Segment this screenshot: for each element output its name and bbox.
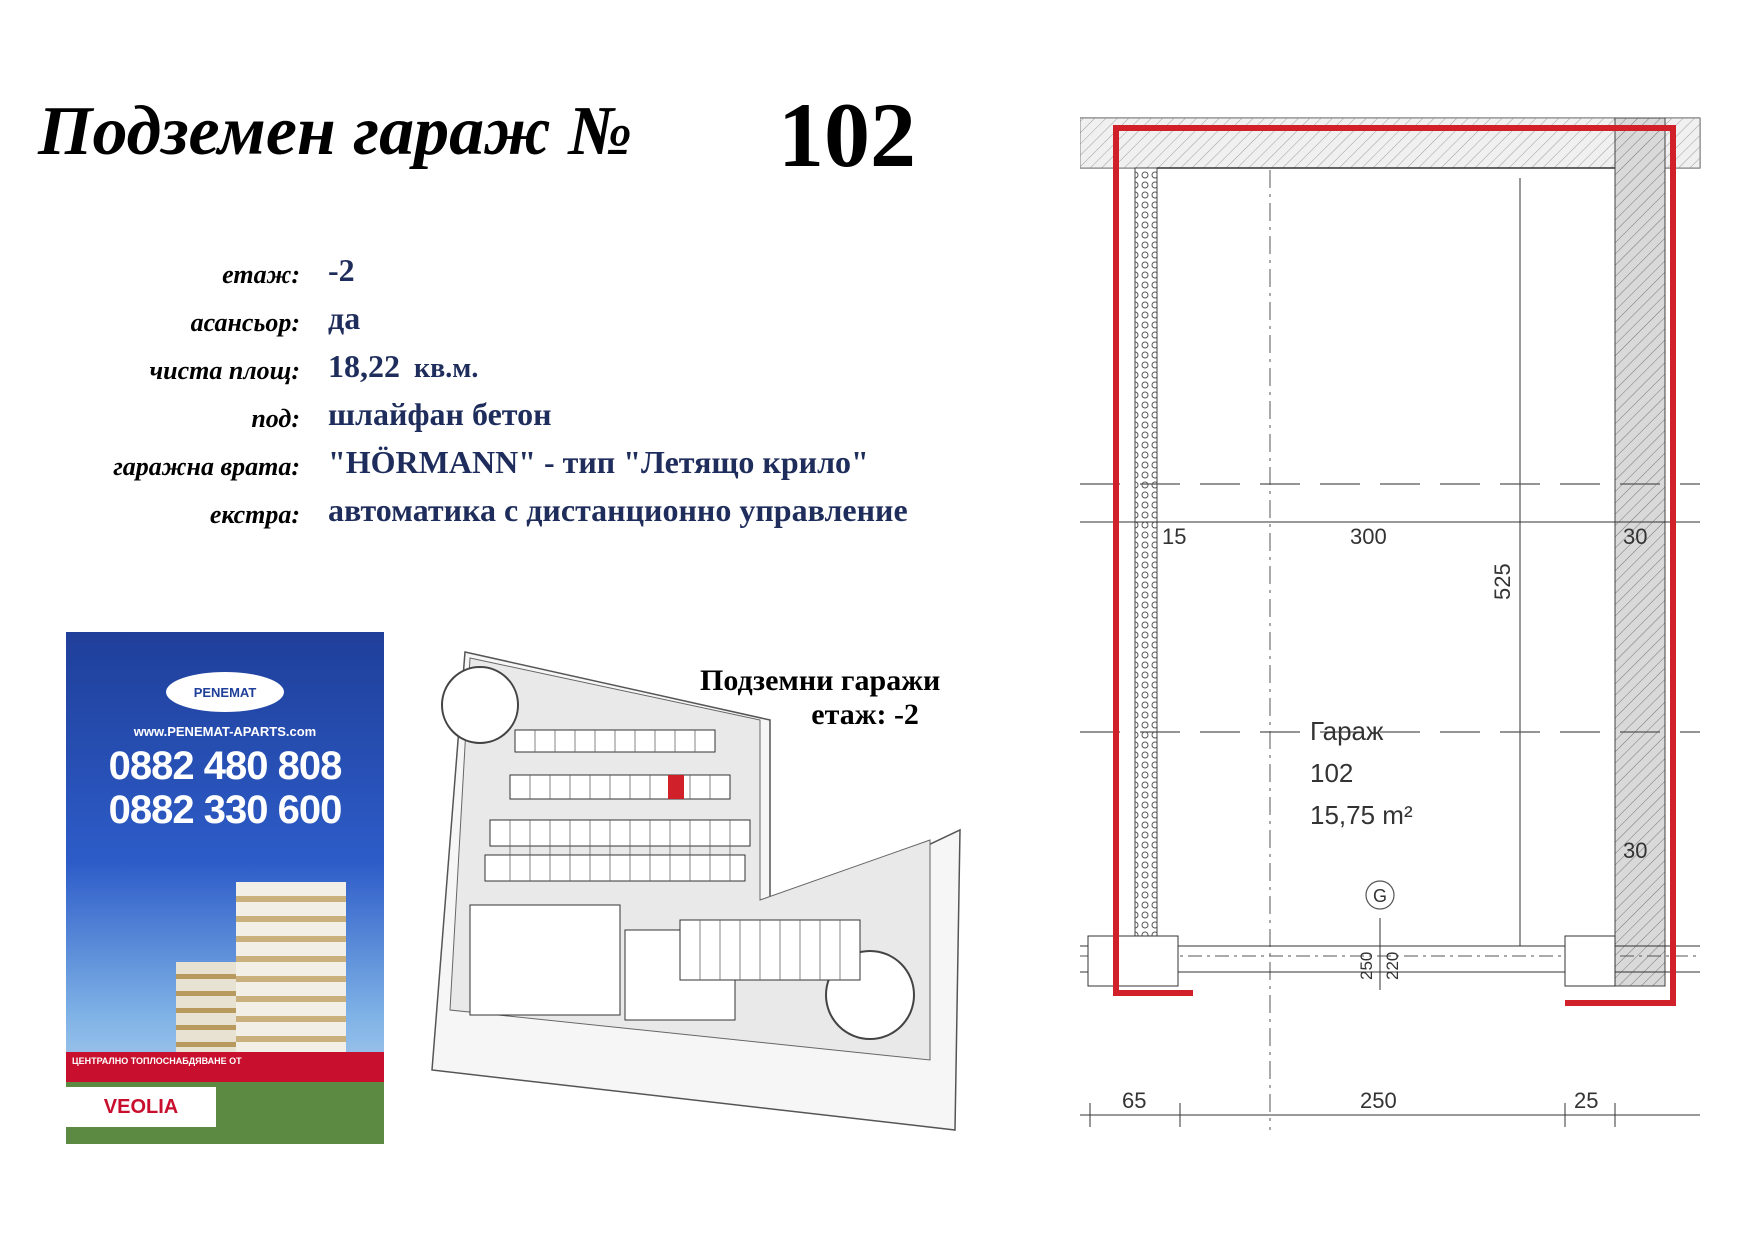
page-title (38, 84, 916, 186)
highlighted-garage-marker (668, 775, 684, 799)
dim-bottom-left: 65 (1122, 1088, 1147, 1113)
veolia-logo: VEOLIA (66, 1087, 216, 1127)
poster-phone-1: 0882 480 808 (108, 744, 342, 788)
title-text: Подземен гараж № (38, 93, 633, 170)
spec-unit: кв.м. (414, 353, 479, 384)
dim-right-wall-2: 30 (1623, 838, 1648, 863)
spec-label: асансьор: (190, 308, 300, 337)
spec-value: -2 (328, 252, 355, 288)
spec-row-area (0, 346, 1040, 394)
spec-label: етаж: (222, 260, 300, 289)
dim-door-h2: 220 (1383, 951, 1402, 980)
advertising-poster (66, 632, 384, 1144)
site-plan-floor: етаж: -2 (811, 698, 919, 731)
room-area: 15,75 m² (1310, 800, 1413, 830)
dim-left-wall: 15 (1162, 524, 1187, 549)
spec-label: чиста площ: (149, 356, 300, 385)
floor-plan (1080, 110, 1720, 1170)
site-plan-title: Подземни гаражи (700, 664, 941, 697)
spec-label: под: (251, 404, 300, 433)
dim-width: 300 (1350, 524, 1387, 549)
spec-row-floor (0, 250, 1040, 298)
spec-value: да (328, 300, 361, 336)
garage-number: 102 (778, 84, 916, 186)
spec-row-floor-finish (0, 394, 1040, 442)
dim-bottom-door: 250 (1360, 1088, 1397, 1113)
spec-row-elevator (0, 298, 1040, 346)
poster-phone-2: 0882 330 600 (108, 788, 342, 832)
dim-depth: 525 (1490, 563, 1515, 600)
grid-axis-label: G (1373, 886, 1388, 906)
spec-label: гаражна врата: (113, 452, 300, 481)
dim-bottom-right: 25 (1574, 1088, 1599, 1113)
spec-row-door (0, 442, 1040, 490)
spec-value: автоматика с дистанционно управление (328, 492, 908, 528)
dim-right-wall: 30 (1623, 524, 1648, 549)
spec-label: екстра: (209, 500, 300, 529)
spec-value: "HÖRMANN" - тип "Летящо крило" (328, 444, 869, 480)
spec-value: шлайфан бетон (328, 396, 552, 432)
poster-band: ЦЕНТРАЛНО ТОПЛОСНАБДЯВАНЕ ОТ (66, 1052, 384, 1082)
room-name: Гараж (1310, 716, 1384, 746)
room-number: 102 (1310, 758, 1354, 788)
poster-website: www.PENEMAT-APARTS.com (133, 724, 317, 739)
dim-door-h1: 250 (1357, 951, 1376, 980)
spec-value-wrap (328, 348, 478, 385)
spec-row-extra (0, 490, 1040, 538)
penemat-logo: PENEMAT (166, 672, 284, 712)
site-plan-caption (700, 664, 940, 732)
spec-value: 18,22 (328, 348, 400, 384)
spec-list (0, 250, 1040, 538)
